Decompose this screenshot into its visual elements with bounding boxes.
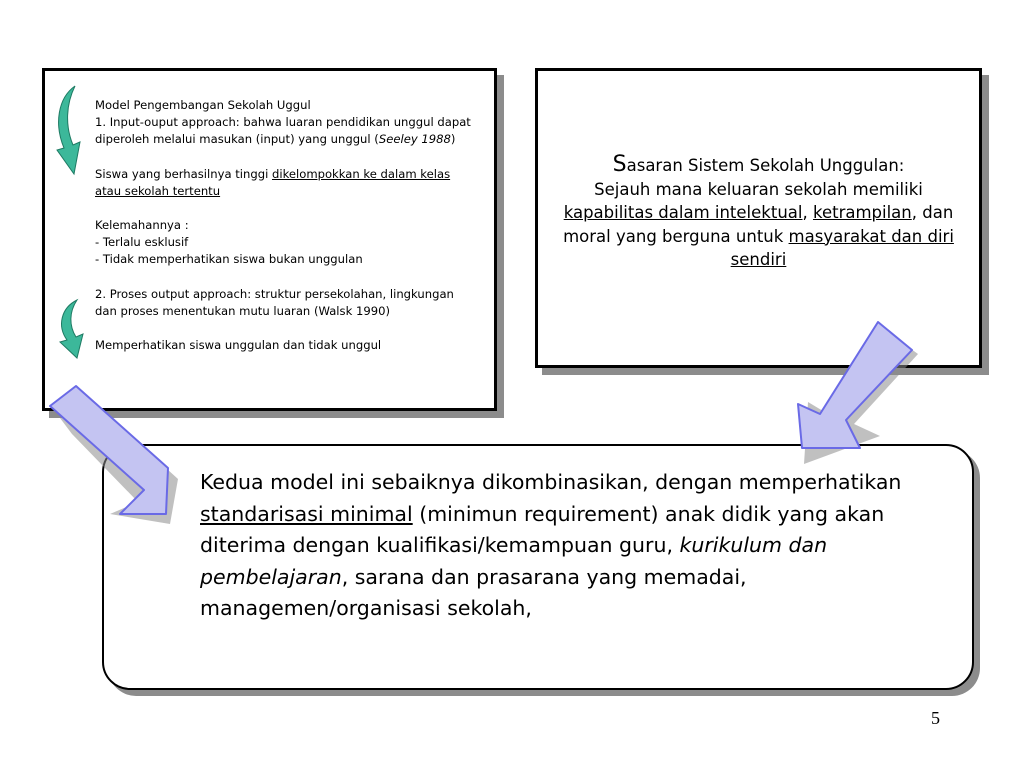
italic-kurikulum: kurikulum dan pembelajaran: [200, 533, 828, 589]
approach-2-paragraph: 2. Proses output approach: struktur persekolahan, lingkungan dan proses menentukan mutu luaran (Walsk 1990): [95, 286, 454, 318]
citation-seeley: Seeley 1988: [378, 132, 451, 147]
bottom-text-3: , sarana dan prasarana yang memadai, managemen/organisasi sekolah,: [200, 564, 747, 620]
bottom-box-content: [200, 467, 935, 625]
down-left-arrow-icon: [790, 316, 930, 466]
underline-standarisasi: standarisasi minimal: [200, 501, 413, 526]
curved-arrow-icon: [50, 84, 82, 176]
left-box-content: [95, 97, 475, 354]
curved-arrow-icon: [53, 298, 85, 360]
right-text-3: , dan moral yang berguna untuk: [563, 203, 954, 246]
spacer: [95, 149, 475, 166]
siswa-prefix: Siswa yang berhasilnya tinggi: [95, 166, 272, 181]
right-box-content: [548, 153, 969, 272]
right-title: asaran Sistem Sekolah Unggulan:: [626, 156, 905, 175]
underline-ketrampilan: ketrampilan: [812, 203, 912, 223]
bottom-text-1: Kedua model ini sebaiknya dikombinasikan, dengan memperhatikan: [200, 470, 902, 494]
right-text-1: Sejauh mana keluaran sekolah memiliki: [594, 179, 923, 199]
spacer: [95, 320, 475, 337]
kelemahan-block: [95, 217, 475, 269]
approach-1-end: ): [450, 132, 456, 147]
left-heading-block: [95, 97, 475, 149]
kelemahan-item-2: - Tidak memperhatikan siswa bukan unggulan: [95, 252, 363, 267]
approach-1-text: 1. Input-ouput approach: bahwa luaran pendidikan unggul dapat diperoleh melalui masukan (input) yang unggul (: [95, 115, 471, 147]
model-heading: Model Pengembangan Sekolah Uggul: [95, 98, 311, 112]
spacer: [95, 269, 475, 286]
underline-kapabilitas: kapabilitas dalam intelektual: [563, 203, 803, 223]
left-text-box: [42, 68, 497, 411]
kelemahan-title: Kelemahannya :: [95, 218, 189, 233]
title-first-letter: S: [612, 152, 627, 177]
right-text-2: ,: [802, 203, 813, 223]
spacer: [95, 200, 475, 217]
underline-masyarakat: masyarakat dan diri sendiri: [730, 226, 954, 270]
page-number: 5: [931, 708, 940, 728]
bottom-text-box: [102, 444, 974, 690]
kelemahan-item-1: - Terlalu esklusif: [95, 235, 189, 250]
siswa-underlined: dikelompokkan ke dalam kelas atau sekolah tertentu: [95, 166, 451, 198]
siswa-paragraph: [95, 166, 475, 200]
closing-paragraph: Memperhatikan siswa unggulan dan tidak unggul: [95, 338, 382, 353]
bottom-text-2: (minimun requirement) anak didik yang akan diterima dengan kualifikasi/kemampuan guru,: [200, 501, 885, 557]
down-right-arrow-icon: [40, 380, 180, 530]
